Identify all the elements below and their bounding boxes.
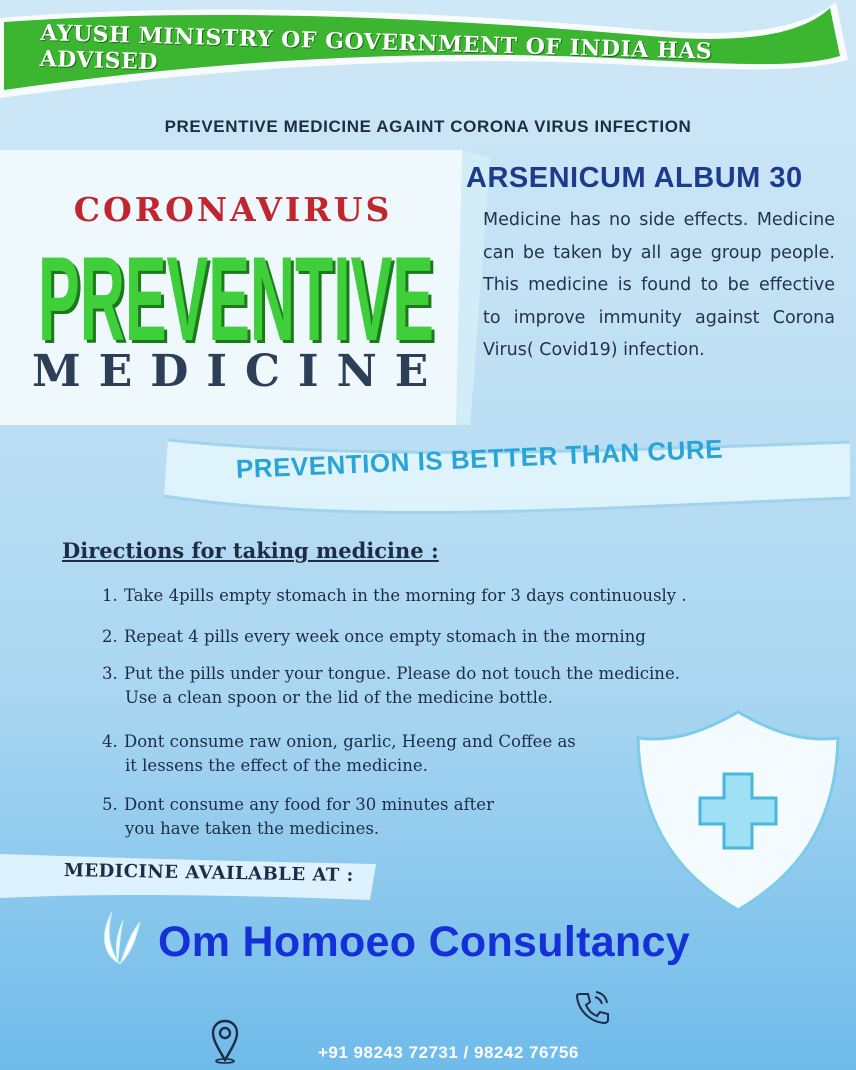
- direction-step-5: 5. Dont consume any food for 30 minutes after you have taken the medicines.: [102, 795, 494, 838]
- availability-label: MEDICINE AVAILABLE AT :: [63, 860, 354, 887]
- hero-line-preventive: [28, 224, 440, 352]
- slogan-text: PREVENTION IS BETTER THAN CURE: [235, 433, 724, 484]
- direction-step-2: 2. Repeat 4 pills every week once empty stomach in the morning: [102, 627, 646, 646]
- location-pin-icon: [210, 1018, 240, 1064]
- medicine-name: ARSENICUM ALBUM 30: [466, 162, 803, 194]
- shield-cross-icon: [630, 706, 846, 916]
- preventive-text: PREVENTIVE: [38, 232, 434, 352]
- directions-title: Directions for taking medicine :: [62, 538, 439, 563]
- hero-line-medicine: MEDICINE: [32, 346, 447, 397]
- clinic-name: Om Homoeo Consultancy: [158, 918, 690, 966]
- subtitle: PREVENTIVE MEDICINE AGAINT CORONA VIRUS INFECTION: [164, 117, 692, 136]
- hero-line-coronavirus: CORONAVIRUS: [73, 190, 393, 229]
- phone-numbers: +91 98243 72731 / 98242 76756: [318, 1043, 579, 1062]
- direction-step-4: 4. Dont consume raw onion, garlic, Heeng and Coffee as it lessens the effect of the medicine.: [102, 732, 576, 775]
- medicine-description: Medicine has no side effects. Medicine can be taken by all age group people. This medicine is found to be effective to improve immunity against Corona Virus( Covid19) infection.: [483, 210, 835, 360]
- direction-step-1: 1. Take 4pills empty stomach in the morning for 3 days continuously .: [102, 586, 687, 605]
- leaf-logo-icon: [96, 904, 144, 968]
- preventive-shadow: PREVENTIVE: [41, 235, 437, 352]
- phone-icon: [572, 986, 612, 1026]
- ribbon-title: AYUSH MINISTRY OF GOVERNMENT OF INDIA HAS ADVISED: [39, 20, 713, 76]
- direction-step-3: 3. Put the pills under your tongue. Please do not touch the medicine. Use a clean spoon or the lid of the medicine bottle.: [102, 664, 680, 707]
